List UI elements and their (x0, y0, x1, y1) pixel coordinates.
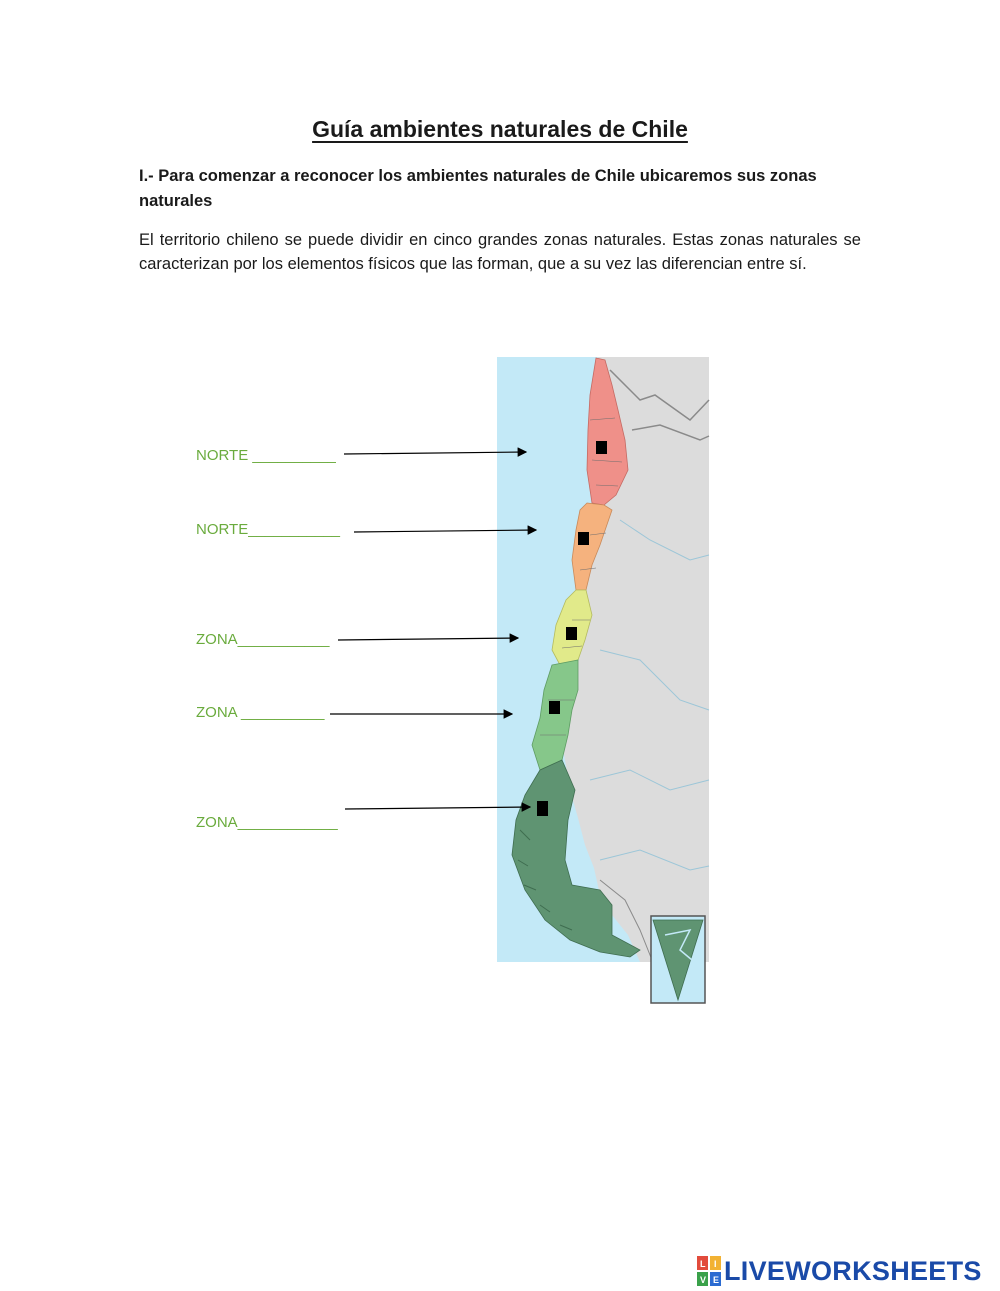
logo-letter: E (713, 1275, 720, 1285)
zone-marker[interactable] (578, 532, 589, 545)
brand-name: LIVEWORKSHEETS (724, 1255, 982, 1286)
zone-label-norte-chico[interactable]: NORTE___________ (196, 521, 340, 538)
zone-label-central[interactable]: ZONA___________ (196, 631, 330, 648)
logo-letter: V (700, 1275, 707, 1285)
logo-letter: I (714, 1259, 717, 1269)
zone-label-austral[interactable]: ZONA____________ (196, 814, 338, 831)
page-title: Guía ambientes naturales de Chile (312, 116, 688, 142)
arrow-zona-central (338, 638, 518, 640)
zone-marker[interactable] (566, 627, 577, 640)
intro-paragraph: El territorio chileno se puede dividir en cinco grandes zonas naturales. Estas zonas naturales se caracterizan por los elementos físicos que las forman, que a su vez las diferencian entre sí. (139, 231, 861, 273)
logo-letter: L (700, 1259, 706, 1269)
zone-label-sur[interactable]: ZONA __________ (196, 704, 325, 721)
zone-label-norte-grande[interactable]: NORTE __________ (196, 447, 336, 464)
zone-marker[interactable] (596, 441, 607, 454)
liveworksheets-logo (697, 1255, 982, 1287)
zone-marker[interactable] (549, 701, 560, 714)
zone-marker[interactable] (537, 801, 548, 816)
section-heading: I.- Para comenzar a reconocer los ambientes naturales de Chile ubicaremos sus zonas naturales (139, 167, 817, 210)
logo-blocks-icon (697, 1256, 721, 1286)
